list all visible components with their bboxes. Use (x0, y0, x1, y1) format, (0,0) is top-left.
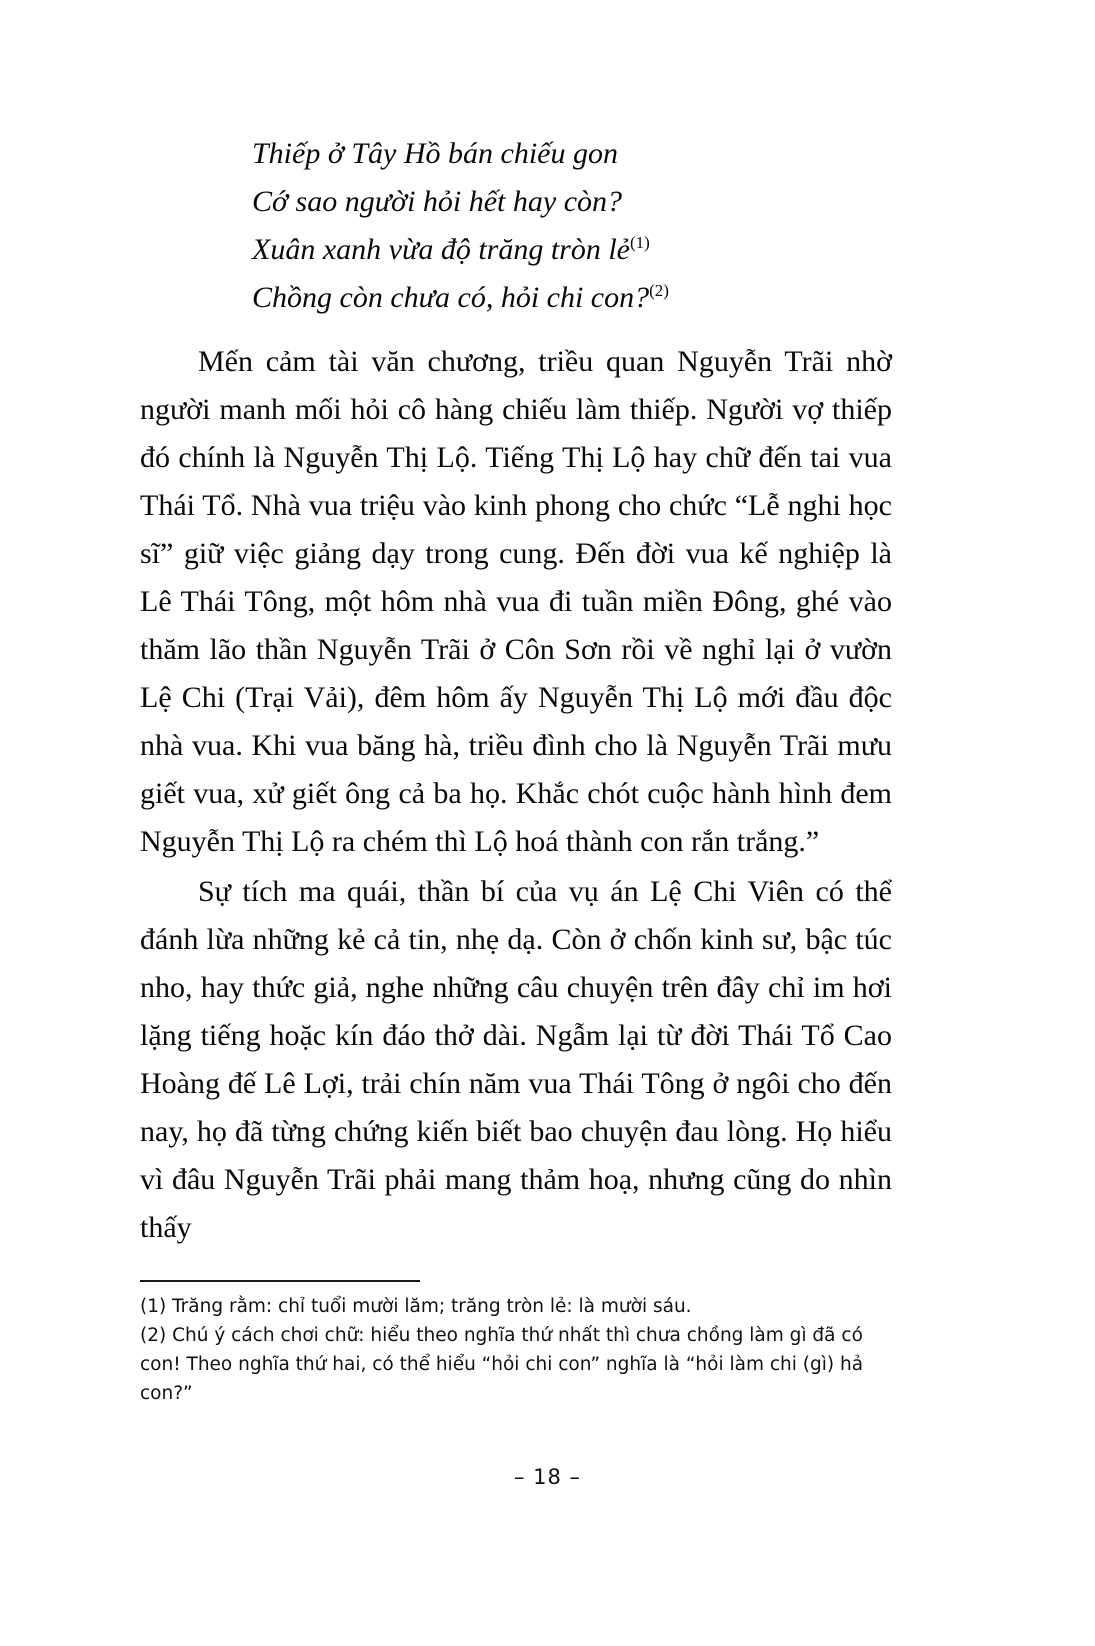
poem-line-text: Xuân xanh vừa độ trăng tròn lẻ (252, 233, 630, 266)
footnote-item: (1) Trăng rằm: chỉ tuổi mười lăm; trăng tròn lẻ: là mười sáu. (140, 1296, 692, 1317)
page-content (140, 130, 892, 1252)
poem-line-text: Chồng còn chưa có, hỏi chi con? (252, 281, 650, 314)
poem-line (252, 226, 892, 274)
page-number: – 18 – (513, 1465, 582, 1489)
body-paragraph: Sự tích ma quái, thần bí của vụ án Lệ Chi Viên có thể đánh lừa những kẻ cả tin, nhẹ dạ. Còn ở chốn kinh sư, bậc túc nho, hay thức giả, nghe những câu chuyện trên đây chỉ im hơi lặng tiếng hoặc kín đáo thở dài. Ngẫm lại từ đời Thái Tổ Cao Hoàng đế Lê Lợi, trải chín năm vua Thái Tông ở ngôi cho đến nay, họ đã từng chứng kiến biết bao chuyện đau lòng. Họ hiểu vì đâu Nguyễn Trãi phải mang thảm hoạ, nhưng cũng do nhìn thấy (140, 875, 892, 1244)
footnotes-block (140, 1280, 892, 1408)
poem-line (252, 130, 892, 178)
poem-block (140, 130, 892, 322)
poem-line-text: Thiếp ở Tây Hồ bán chiếu gon (252, 137, 618, 170)
footnote-item: (2) Chú ý cách chơi chữ: hiểu theo nghĩa thứ nhất thì chưa chồng làm gì đã có con! Theo nghĩa thứ hai, có thể hiểu “hỏi chi con” nghĩa là “hỏi làm chi (gì) hả con?” (140, 1325, 864, 1404)
footnote-divider (140, 1280, 420, 1282)
poem-line-text: Cớ sao người hỏi hết hay còn? (252, 185, 623, 218)
footnote-marker: (2) (649, 281, 669, 300)
poem-line (252, 178, 892, 226)
poem-line (252, 274, 892, 322)
body-paragraph: Mến cảm tài văn chương, triều quan Nguyễn Trãi nhờ người manh mối hỏi cô hàng chiếu làm thiếp. Người vợ thiếp đó chính là Nguyễn Thị Lộ. Tiếng Thị Lộ hay chữ đến tai vua Thái Tổ. Nhà vua triệu vào kinh phong cho chức “Lễ nghi học sĩ” giữ việc giảng dạy trong cung. Đến đời vua kế nghiệp là Lê Thái Tông, một hôm nhà vua đi tuần miền Đông, ghé vào thăm lão thần Nguyễn Trãi ở Côn Sơn rồi về nghỉ lại ở vườn Lệ Chi (Trại Vải), đêm hôm ấy Nguyễn Thị Lộ mới đầu độc nhà vua. Khi vua băng hà, triều đình cho là Nguyễn Trãi mưu giết vua, xử giết ông cả ba họ. Khắc chót cuộc hành hình đem Nguyễn Thị Lộ ra chém thì Lộ hoá thành con rắn trắng.” (140, 345, 892, 858)
footnote-marker: (1) (630, 233, 650, 252)
